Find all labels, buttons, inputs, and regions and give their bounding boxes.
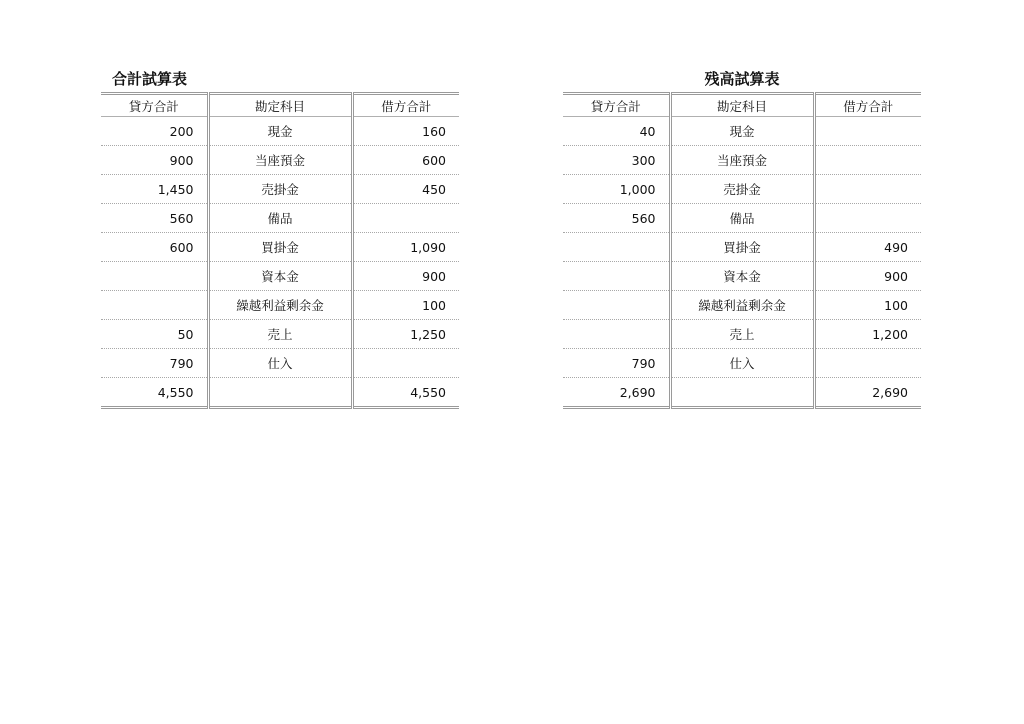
credit-cell: [563, 291, 670, 320]
debit-cell: 1,250: [352, 320, 459, 349]
debit-cell: [814, 204, 921, 233]
debit-total-header: 借方合計: [814, 94, 921, 117]
sheet-title: 残高試算表: [704, 70, 780, 88]
debit-cell: 600: [352, 146, 459, 175]
debit-cell: 100: [352, 291, 459, 320]
account-header: 勘定科目: [208, 94, 352, 117]
credit-cell: [101, 291, 208, 320]
table-row: [101, 175, 459, 204]
account-total-cell: [670, 378, 814, 408]
credit-cell: 300: [563, 146, 670, 175]
account-cell: 仕入: [670, 349, 814, 378]
debit-cell: 100: [814, 291, 921, 320]
debit-cell: 490: [814, 233, 921, 262]
credit-cell: 790: [101, 349, 208, 378]
table-row: [563, 320, 921, 349]
trial-balance-sheet: [101, 66, 459, 409]
trial-balance-table: [101, 92, 459, 409]
account-cell: 現金: [208, 117, 352, 146]
table-row: [101, 349, 459, 378]
account-cell: 買掛金: [670, 233, 814, 262]
account-cell: 当座預金: [670, 146, 814, 175]
credit-cell: 50: [101, 320, 208, 349]
header-row: [563, 94, 921, 117]
account-header: 勘定科目: [670, 94, 814, 117]
account-cell: 売掛金: [208, 175, 352, 204]
credit-total-header: 貸方合計: [563, 94, 670, 117]
account-cell: 備品: [670, 204, 814, 233]
credit-cell: 200: [101, 117, 208, 146]
credit-cell: 560: [563, 204, 670, 233]
balance-sheet: [563, 66, 921, 409]
table-row: [101, 291, 459, 320]
table-row: [101, 204, 459, 233]
account-cell: 繰越利益剰余金: [208, 291, 352, 320]
account-cell: 売上: [208, 320, 352, 349]
credit-cell: 1,000: [563, 175, 670, 204]
table-row: [101, 262, 459, 291]
account-cell: 資本金: [670, 262, 814, 291]
account-cell: 当座預金: [208, 146, 352, 175]
credit-cell: 560: [101, 204, 208, 233]
credit-cell: [101, 262, 208, 291]
credit-cell: 900: [101, 146, 208, 175]
credit-cell: [563, 320, 670, 349]
account-cell: 仕入: [208, 349, 352, 378]
account-cell: 現金: [670, 117, 814, 146]
credit-cell: [563, 233, 670, 262]
debit-cell: [814, 175, 921, 204]
total-row: [563, 378, 921, 408]
table-row: [101, 320, 459, 349]
header-row: [101, 94, 459, 117]
table-row: [563, 117, 921, 146]
table-row: [563, 262, 921, 291]
table-row: [563, 291, 921, 320]
debit-cell: 160: [352, 117, 459, 146]
table-row: [563, 204, 921, 233]
account-cell: 資本金: [208, 262, 352, 291]
sheet-title: 合計試算表: [112, 70, 188, 88]
credit-total-header: 貸方合計: [101, 94, 208, 117]
debit-cell: 1,090: [352, 233, 459, 262]
table-row: [563, 233, 921, 262]
account-cell: 買掛金: [208, 233, 352, 262]
debit-total-cell: 4,550: [410, 384, 446, 400]
credit-cell: [563, 262, 670, 291]
credit-cell: 1,450: [101, 175, 208, 204]
table-row: [563, 146, 921, 175]
table-row: [563, 349, 921, 378]
debit-cell: [814, 117, 921, 146]
debit-cell: [814, 146, 921, 175]
credit-cell: 40: [563, 117, 670, 146]
debit-cell: 450: [352, 175, 459, 204]
debit-cell: 900: [352, 262, 459, 291]
debit-total-cell: 2,690: [872, 384, 908, 400]
debit-cell: [352, 204, 459, 233]
table-row: [101, 117, 459, 146]
debit-total-header: 借方合計: [352, 94, 459, 117]
table-row: [101, 233, 459, 262]
table-row: [563, 175, 921, 204]
total-row: [101, 378, 459, 408]
credit-cell: 600: [101, 233, 208, 262]
account-cell: 繰越利益剰余金: [670, 291, 814, 320]
debit-cell: [814, 349, 921, 378]
account-cell: 売掛金: [670, 175, 814, 204]
debit-cell: [352, 349, 459, 378]
account-cell: 備品: [208, 204, 352, 233]
account-cell: 売上: [670, 320, 814, 349]
credit-total-cell: 4,550: [157, 384, 194, 400]
debit-cell: 900: [814, 262, 921, 291]
table-row: [101, 146, 459, 175]
credit-total-cell: 2,690: [619, 384, 656, 400]
balance-table: [563, 92, 921, 409]
account-total-cell: [208, 378, 352, 408]
credit-cell: 790: [563, 349, 670, 378]
debit-cell: 1,200: [814, 320, 921, 349]
